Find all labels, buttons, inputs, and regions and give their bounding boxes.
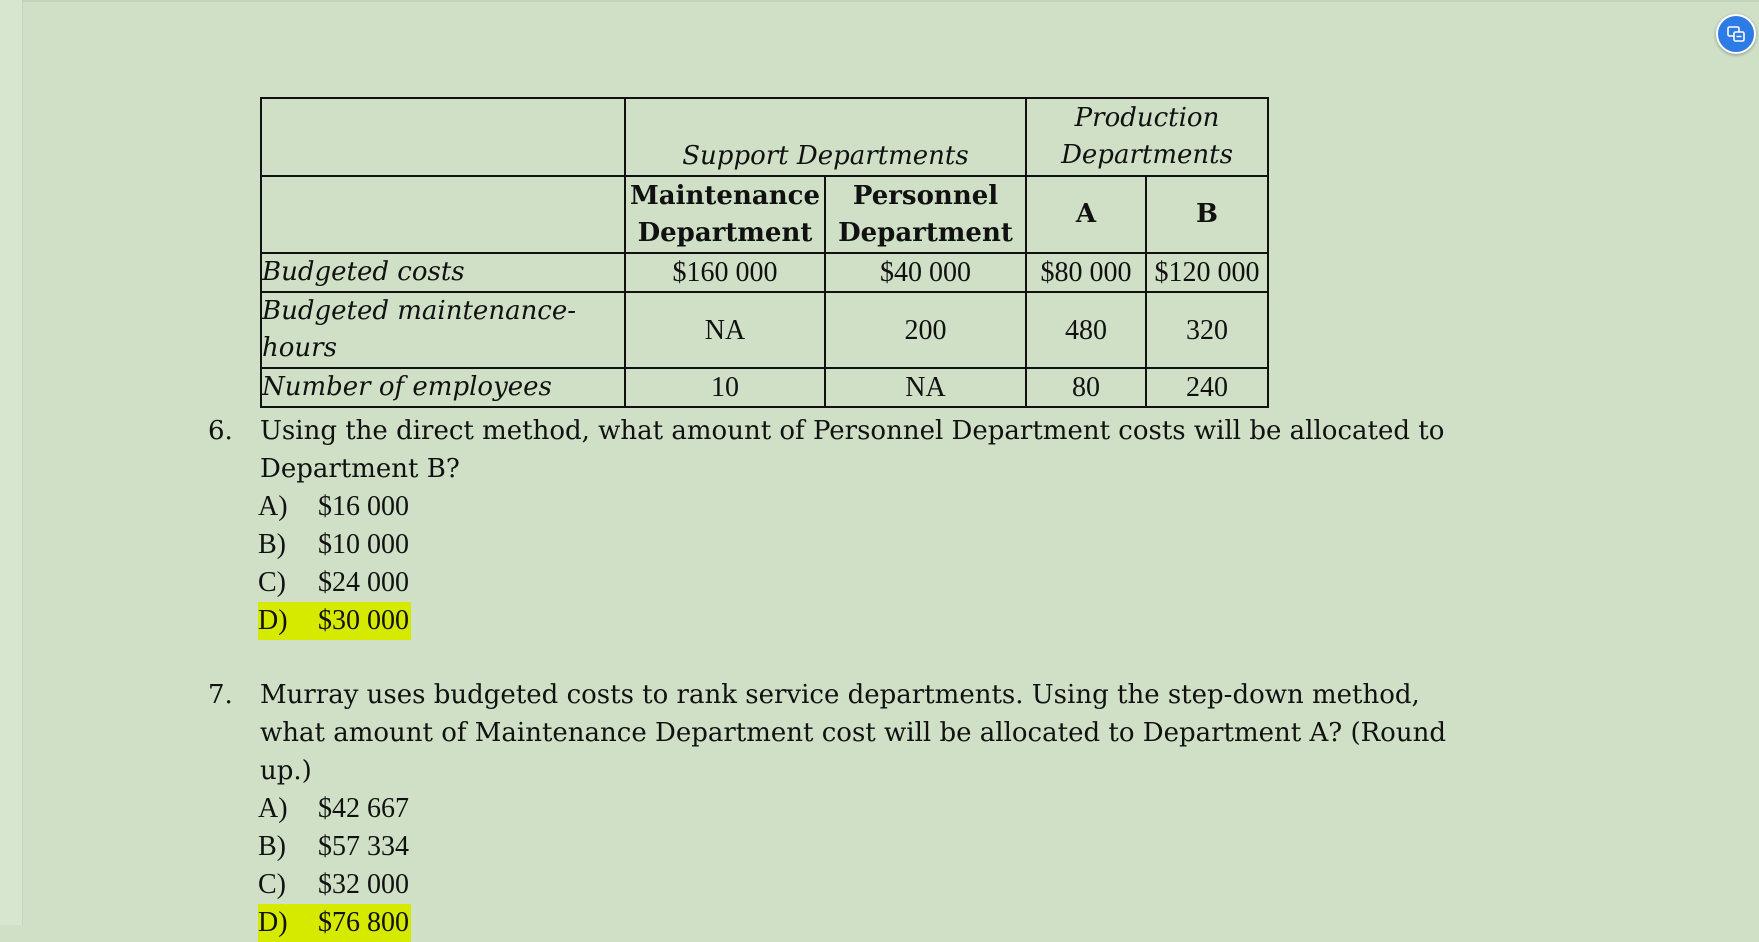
choice-a	[258, 488, 1458, 526]
cell-maintenance: $160 000	[625, 253, 825, 292]
choice-value: $16 000	[318, 491, 409, 522]
choice-letter: D)	[258, 605, 288, 636]
top-border	[0, 0, 1759, 2]
table-empty-subheader	[261, 176, 625, 253]
cell-department-a: $80 000	[1026, 253, 1146, 292]
cell-personnel: $40 000	[825, 253, 1026, 292]
row-label-number-of-employees: Number of employees	[261, 368, 625, 407]
row-label-maintenance-hours: Budgeted maintenance-hours	[261, 292, 625, 368]
row-label-budgeted-costs: Budgeted costs	[261, 253, 625, 292]
table-sub-header-row	[261, 176, 1268, 253]
choice-d-highlighted	[258, 602, 411, 640]
choice-b	[258, 526, 1458, 564]
choice-a	[258, 790, 1458, 828]
choice-value: $30 000	[318, 605, 409, 636]
personnel-department-header	[825, 176, 1026, 253]
choice-c	[258, 564, 1458, 602]
cell-department-b: 320	[1146, 292, 1268, 368]
choice-value: $42 667	[318, 793, 409, 824]
maintenance-department-header	[625, 176, 825, 253]
choice-value: $32 000	[318, 869, 409, 900]
choice-letter: A)	[258, 491, 288, 522]
question-number: 6.	[208, 416, 233, 446]
cell-personnel: 200	[825, 292, 1026, 368]
choice-letter: B)	[258, 529, 286, 560]
question-7	[208, 676, 1458, 942]
production-label-line2: Departments	[1061, 140, 1233, 170]
choice-letter: B)	[258, 831, 286, 862]
department-a-header: A	[1026, 176, 1146, 253]
choice-value: $57 334	[318, 831, 409, 862]
choice-letter: C)	[258, 869, 286, 900]
table-row	[261, 368, 1268, 407]
floating-action-button[interactable]	[1716, 14, 1756, 54]
choice-value: $10 000	[318, 529, 409, 560]
question-text: Murray uses budgeted costs to rank service departments. Using the step-down method, what amount of Maintenance Department cost will be allocated to Department A? (Round up.)	[260, 680, 1446, 786]
cell-department-b: $120 000	[1146, 253, 1268, 292]
support-departments-label: Support Departments	[682, 141, 969, 171]
personnel-label-line1: Personnel	[852, 180, 999, 211]
table-row	[261, 253, 1268, 292]
translate-icon	[1726, 24, 1746, 44]
personnel-label-line2: Department	[838, 217, 1013, 248]
choice-d-highlighted	[258, 904, 411, 942]
table-row	[261, 292, 1268, 368]
table-group-header-row	[261, 98, 1268, 176]
choice-value: $76 800	[318, 907, 409, 938]
cell-maintenance: 10	[625, 368, 825, 407]
question-text: Using the direct method, what amount of Personnel Department costs will be allocated to Department B?	[260, 416, 1445, 484]
left-margin	[0, 0, 23, 925]
choice-c	[258, 866, 1458, 904]
cell-department-a: 80	[1026, 368, 1146, 407]
maintenance-label-line1: Maintenance	[630, 180, 820, 211]
support-departments-header	[625, 98, 1026, 176]
cell-personnel: NA	[825, 368, 1026, 407]
cell-maintenance: NA	[625, 292, 825, 368]
department-table	[260, 97, 1269, 408]
production-label-line1: Production	[1074, 103, 1220, 133]
table-empty-corner	[261, 98, 625, 176]
choice-letter: A)	[258, 793, 288, 824]
question-6	[208, 412, 1458, 640]
question-number: 7.	[208, 680, 233, 710]
maintenance-label-line2: Department	[637, 217, 813, 248]
production-departments-header	[1026, 98, 1268, 176]
choice-letter: C)	[258, 567, 286, 598]
department-b-header: B	[1146, 176, 1268, 253]
choice-letter: D)	[258, 907, 288, 938]
cell-department-b: 240	[1146, 368, 1268, 407]
choice-b	[258, 828, 1458, 866]
cell-department-a: 480	[1026, 292, 1146, 368]
choice-value: $24 000	[318, 567, 409, 598]
